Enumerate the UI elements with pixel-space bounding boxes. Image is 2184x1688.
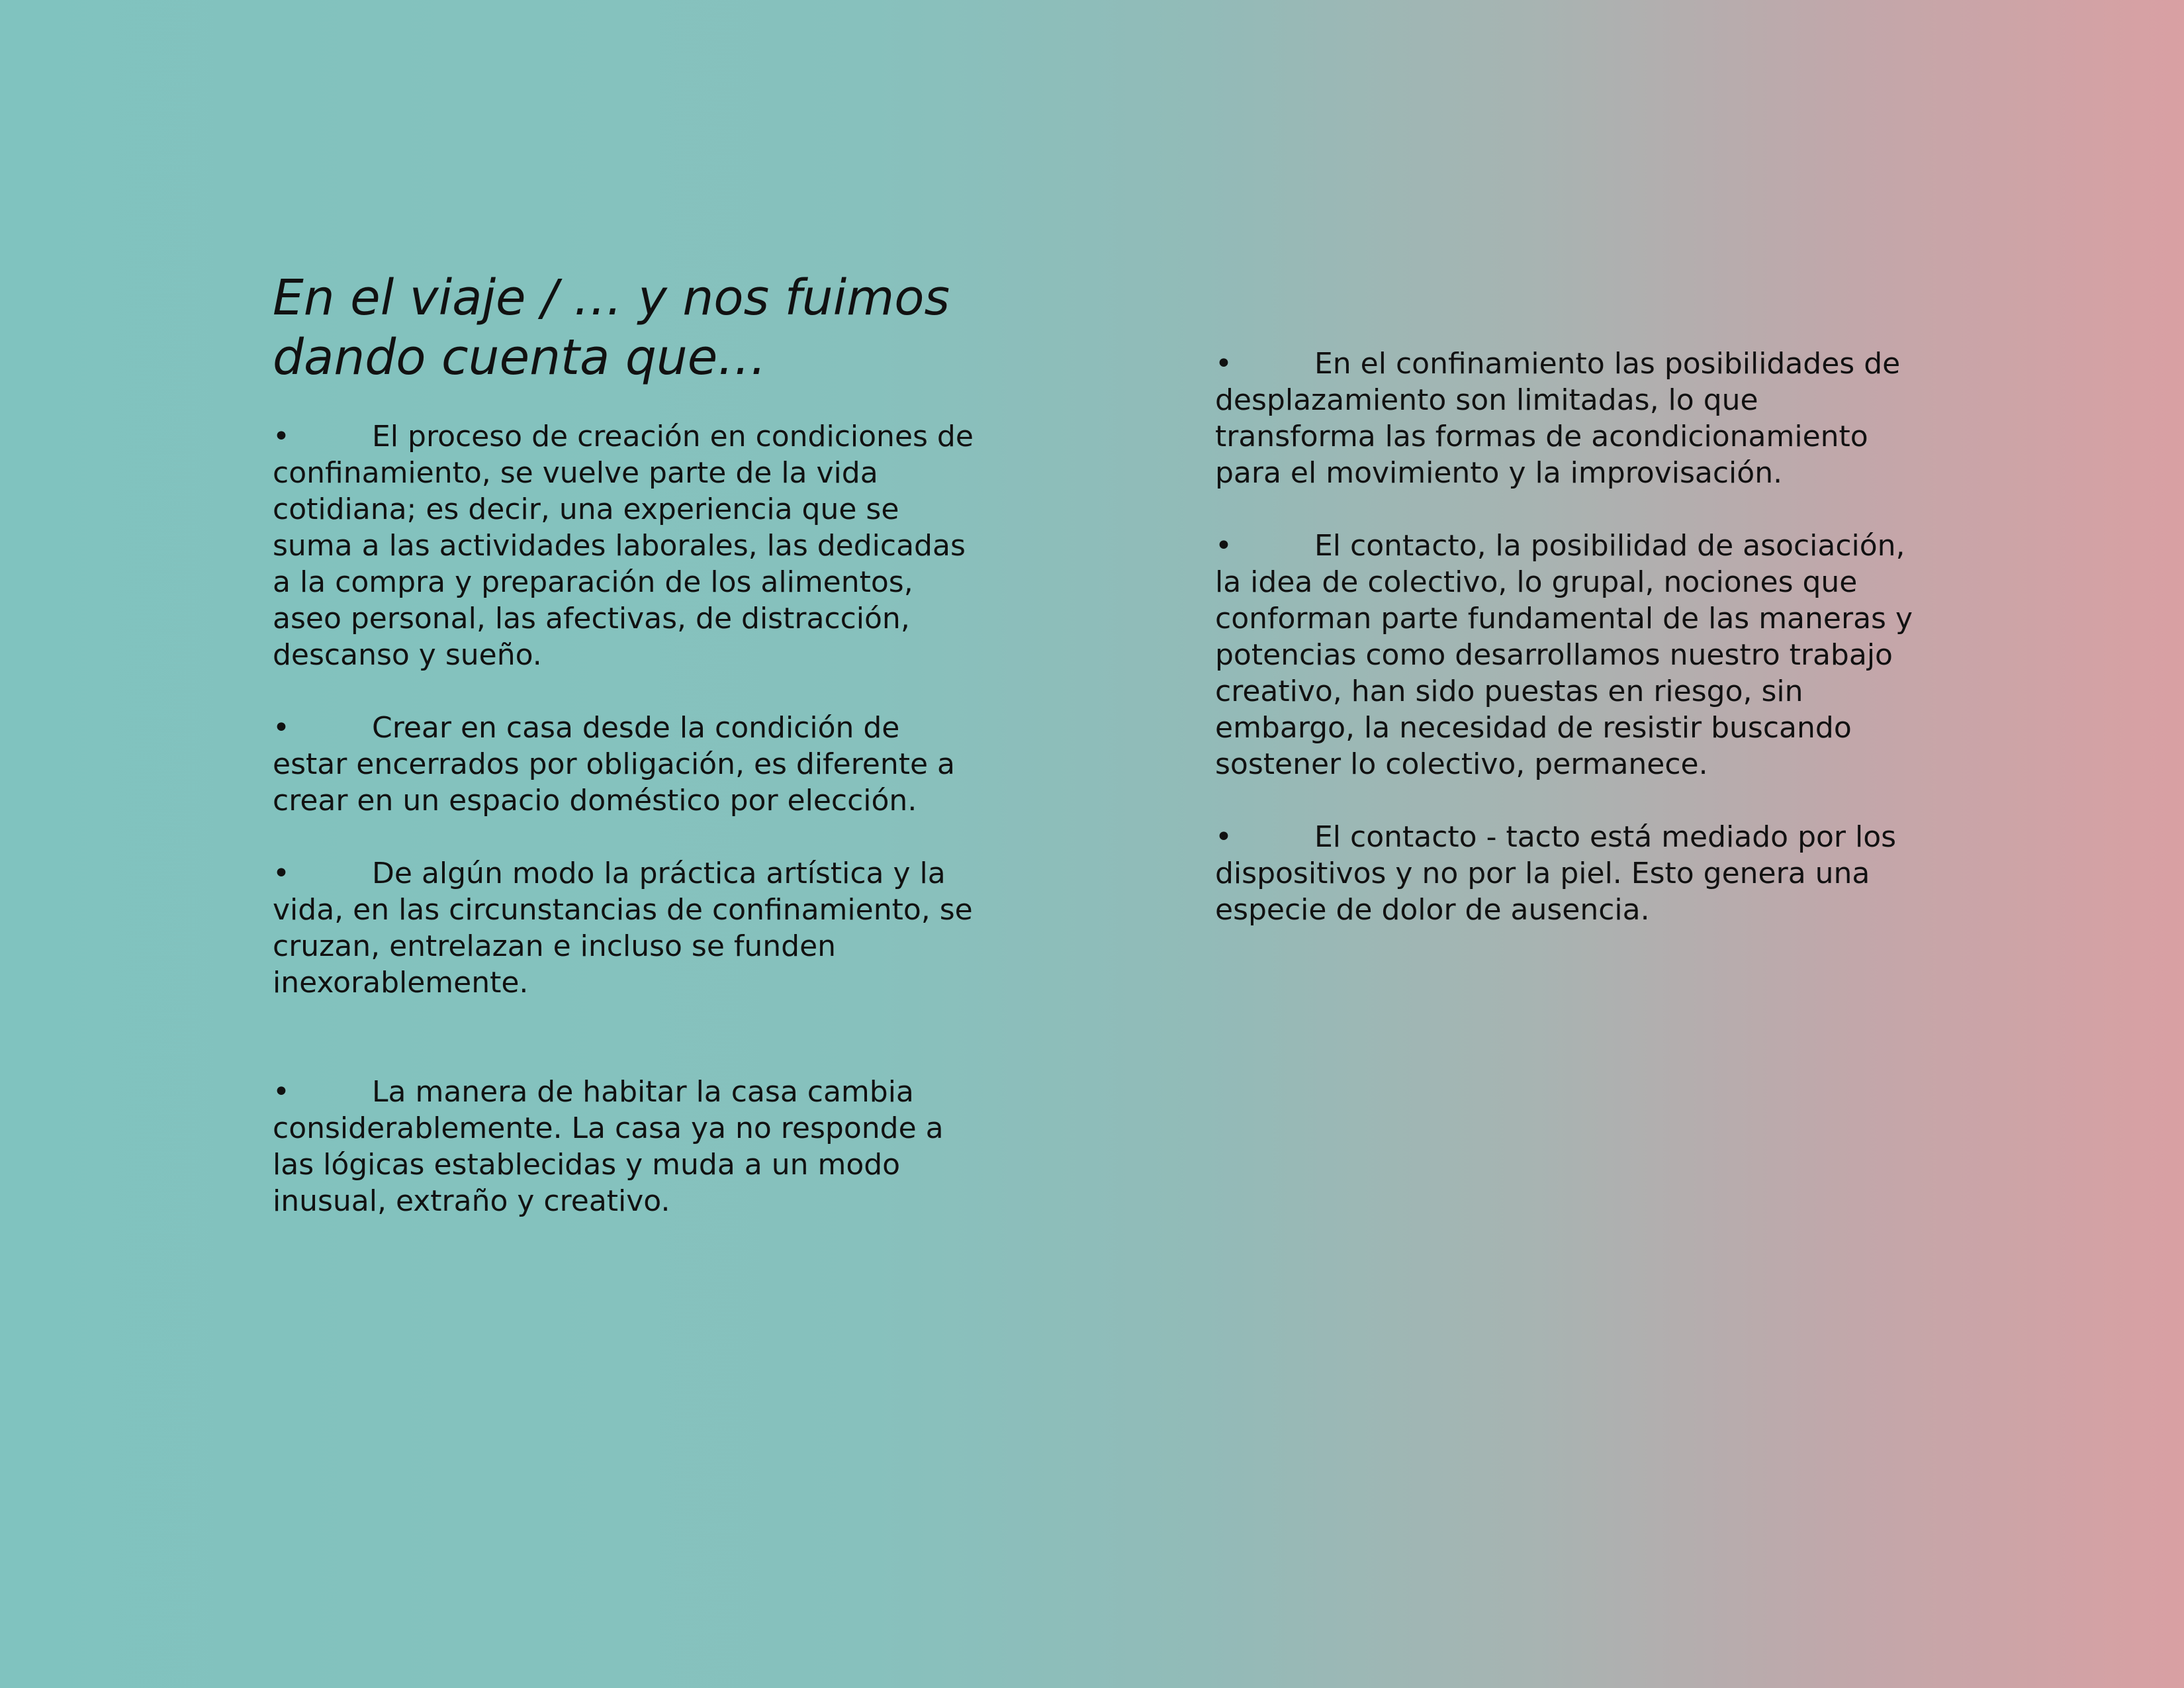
list-item-text: La manera de habitar la casa cambia considerablemente. La casa ya no responde a las lógicas establecidas y muda a un modo inusual, extraño y creativo.: [273, 1075, 944, 1218]
bullet-icon: •: [273, 420, 290, 453]
list-item: [1215, 346, 1917, 491]
right-column-list: [1215, 346, 1917, 964]
bullet-icon: •: [273, 857, 290, 890]
page-title: En el viaje / … y nos fuimos dando cuenta que…: [273, 269, 950, 386]
list-item-text: Crear en casa desde la condición de estar encerrados por obligación, es diferente a crear en un espacio doméstico por elección.: [273, 711, 955, 818]
list-item: [1215, 528, 1917, 782]
bullet-icon: •: [273, 1075, 290, 1109]
list-item-text: En el confinamiento las posibilidades de desplazamiento son limitadas, lo que transforma las formas de acondicionamiento para el movimiento y la improvisación.: [1215, 347, 1901, 490]
list-item-text: El contacto, la posibilidad de asociación, la idea de colectivo, lo grupal, nociones que conforman parte fundamental de las maneras y potencias como desarrollamos nuestro trabajo creativo, han sido puestas en riesgo, sin embargo, la necesidad de resistir buscando sostener lo colectivo, permanece.: [1215, 529, 1913, 781]
list-item: [273, 710, 974, 819]
list-item: [273, 855, 974, 1001]
bullet-icon: •: [1215, 347, 1232, 381]
left-column-list: [273, 418, 974, 1256]
list-item: [273, 418, 974, 673]
list-item: [1215, 819, 1917, 928]
list-item-text: De algún modo la práctica artística y la vida, en las circunstancias de confinamiento, se cruzan, entrelazan e incluso se funden inexorablemente.: [273, 857, 973, 1000]
list-item-text: El proceso de creación en condiciones de confinamiento, se vuelve parte de la vida cotidiana; es decir, una experiencia que se suma a las actividades laborales, las dedicadas a la compra y preparación de los alimentos, aseo personal, las afectivas, de distracción, descanso y sueño.: [273, 420, 974, 672]
bullet-icon: •: [1215, 820, 1232, 854]
bullet-icon: •: [1215, 529, 1232, 563]
list-item-text: El contacto - tacto está mediado por los dispositivos y no por la piel. Esto genera una especie de dolor de ausencia.: [1215, 820, 1897, 927]
bullet-icon: •: [273, 711, 290, 745]
list-item: [273, 1074, 974, 1219]
